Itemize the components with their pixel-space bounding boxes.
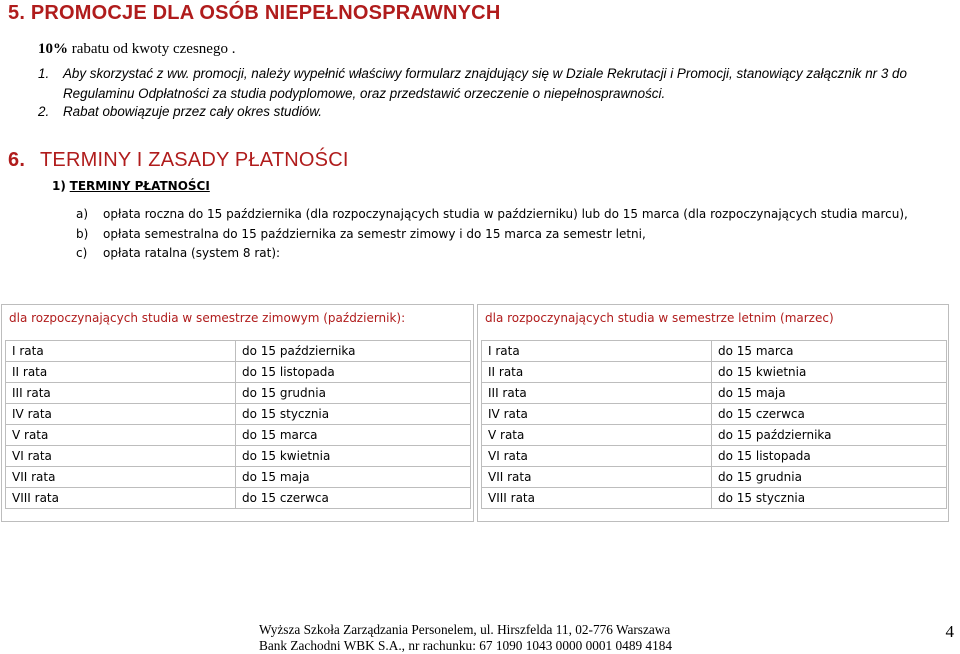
table-row [6,425,471,446]
installment-label: VI rata [6,446,236,467]
footer-bank-account: Bank Zachodni WBK S.A., nr rachunku: 67 1090 1043 0000 0001 0489 4184 [259,638,673,653]
subsection-title: TERMINY PŁATNOŚCI [69,179,210,193]
table-row [482,446,947,467]
installment-due-date: do 15 maja [712,383,947,404]
discount-line [38,41,235,58]
installment-due-date: do 15 grudnia [236,383,471,404]
promo-item-1-number: 1. [38,66,50,81]
promo-item-2 [38,104,322,119]
table-row [6,488,471,509]
installment-due-date: do 15 listopada [236,362,471,383]
promo-item-2-text: Rabat obowiązuje przez cały okres studiów. [63,104,323,119]
installment-label: VIII rata [6,488,236,509]
table-row [482,425,947,446]
section-5-title: 5. PROMOCJE DLA OSÓB NIEPEŁNOSPRAWNYCH [8,2,501,24]
installment-due-date: do 15 października [236,341,471,362]
promo-item-2-number: 2. [38,104,50,119]
table-row [482,362,947,383]
installment-due-date: do 15 marca [236,425,471,446]
table-row [482,341,947,362]
installment-due-date: do 15 stycznia [712,488,947,509]
winter-installments-table [5,340,471,509]
installment-label: IV rata [482,404,712,425]
discount-text: rabatu od kwoty czesnego . [68,41,236,57]
table-row [6,341,471,362]
term-b-letter: b) [76,227,89,241]
term-c-letter: c) [76,246,88,260]
winter-installments-panel [1,304,474,522]
installment-label: VII rata [482,467,712,488]
table-row [6,467,471,488]
installment-label: IV rata [6,404,236,425]
table-row [6,383,471,404]
term-a-text: opłata roczna do 15 października (dla rozpoczynających studia w październiku) lub do 15 marca (dla rozpoczynających studia marcu), [103,207,908,221]
installment-due-date: do 15 kwietnia [712,362,947,383]
installment-due-date: do 15 listopada [712,446,947,467]
page-number: 4 [945,622,954,641]
installment-due-date: do 15 stycznia [236,404,471,425]
term-c-text: opłata ratalna (system 8 rat): [103,246,281,260]
installment-due-date: do 15 czerwca [236,488,471,509]
term-a-letter: a) [76,207,89,221]
table-row [482,488,947,509]
installment-due-date: do 15 marca [712,341,947,362]
table-row [6,446,471,467]
subsection-number: 1) [52,179,66,193]
installment-label: II rata [482,362,712,383]
installment-label: II rata [6,362,236,383]
table-row [482,383,947,404]
subsection-payment-terms [52,179,210,193]
winter-panel-header: dla rozpoczynających studia w semestrze zimowym (październik): [9,311,406,325]
term-c [76,246,280,260]
term-b [76,227,646,241]
promo-item-1 [38,66,907,81]
summer-installments-panel [477,304,949,522]
installment-due-date: do 15 grudnia [712,467,947,488]
summer-panel-header: dla rozpoczynających studia w semestrze letnim (marzec) [485,311,834,325]
installment-label: III rata [482,383,712,404]
installment-label: VI rata [482,446,712,467]
installment-label: VIII rata [482,488,712,509]
footer-address: Wyższa Szkoła Zarządzania Personelem, ul. Hirszfelda 11, 02-776 Warszawa [259,622,671,637]
installment-due-date: do 15 czerwca [712,404,947,425]
installment-label: V rata [6,425,236,446]
promo-item-1-continuation: Regulaminu Odpłatności za studia podyplomowe, oraz przedstawić orzeczenie o niepełnosprawności. [63,86,666,101]
installment-label: I rata [6,341,236,362]
section-6-heading: TERMINY I ZASADY PŁATNOŚCI [40,149,349,171]
table-row [482,467,947,488]
promo-item-1-text: Aby skorzystać z ww. promocji, należy wypełnić właściwy formularz znajdujący się w Dziale Rekrutacji i Promocji, stanowiący załącznik nr 3 do [63,66,907,81]
installment-due-date: do 15 października [712,425,947,446]
table-row [6,404,471,425]
installment-due-date: do 15 kwietnia [236,446,471,467]
discount-percent: 10% [38,41,68,57]
summer-installments-table [481,340,947,509]
section-6-number: 6. [8,149,26,171]
installment-label: III rata [6,383,236,404]
installment-label: V rata [482,425,712,446]
installment-due-date: do 15 maja [236,467,471,488]
section-6-title [8,149,349,172]
term-b-text: opłata semestralna do 15 października za semestr zimowy i do 15 marca za semestr letni, [103,227,646,241]
table-row [482,404,947,425]
installment-label: VII rata [6,467,236,488]
term-a [76,207,908,221]
installment-label: I rata [482,341,712,362]
table-row [6,362,471,383]
